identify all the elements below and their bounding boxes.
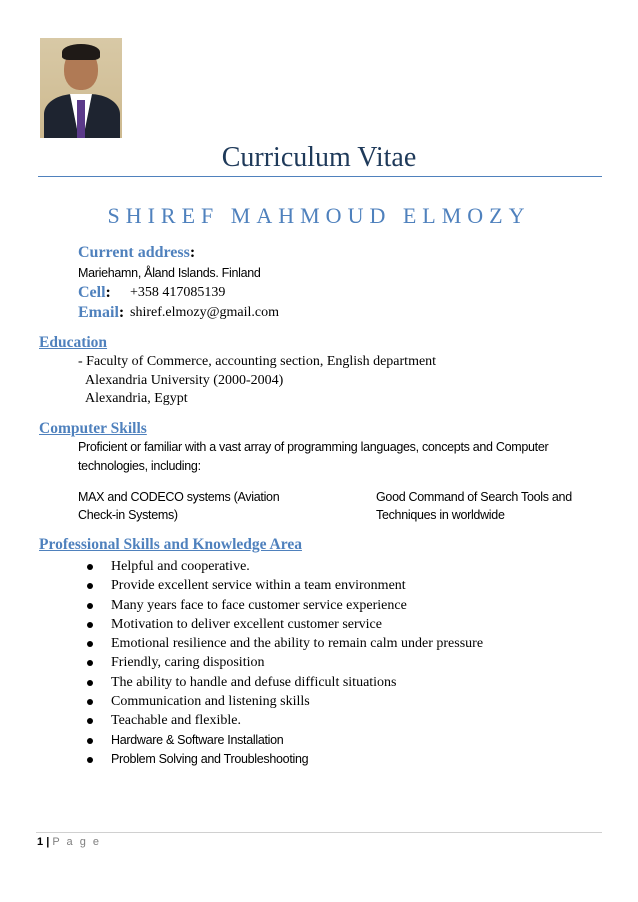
bullet-icon xyxy=(87,699,93,705)
list-item: Friendly, caring disposition xyxy=(84,653,483,672)
education-line: - Faculty of Commerce, accounting section, English department xyxy=(78,354,437,369)
list-item: Communication and listening skills xyxy=(84,692,483,711)
document-title: Curriculum Vitae xyxy=(221,142,417,173)
education-line: Alexandria University (2000-2004) xyxy=(85,373,284,388)
bullet-icon xyxy=(87,641,93,647)
profile-photo xyxy=(40,38,122,138)
cell-label: Cell xyxy=(78,284,106,301)
email-value[interactable]: shiref.elmozy@gmail.com xyxy=(130,305,279,320)
list-item: Emotional resilience and the ability to remain calm under pressure xyxy=(84,634,483,653)
bullet-icon xyxy=(87,718,93,724)
professional-skills-heading: Professional Skills and Knowledge Area xyxy=(39,536,302,553)
list-item: Teachable and flexible. xyxy=(84,711,483,730)
list-item: Problem Solving and Troubleshooting xyxy=(84,750,483,769)
list-item: The ability to handle and defuse difficult situations xyxy=(84,673,483,692)
email-label: Email xyxy=(78,304,119,321)
list-item: Helpful and cooperative. xyxy=(84,557,483,576)
bullet-icon xyxy=(87,660,93,666)
bullet-icon xyxy=(87,757,93,763)
page-number: 1 xyxy=(37,836,44,848)
computer-skills-heading: Computer Skills xyxy=(39,420,147,437)
candidate-name: SHIREF MAHMOUD ELMOZY xyxy=(107,203,531,228)
bullet-icon xyxy=(87,564,93,570)
page-footer xyxy=(37,836,101,848)
email-row: Email: xyxy=(78,304,125,321)
address-value: Mariehamn, Åland Islands. Finland xyxy=(78,266,261,280)
cell-row: Cell: xyxy=(78,284,111,301)
footer-divider xyxy=(36,832,602,833)
computer-skill-right: Good Command of Search Tools and xyxy=(376,490,572,504)
bullet-icon xyxy=(87,583,93,589)
address-label: Current address xyxy=(78,244,190,261)
professional-skills-list xyxy=(84,557,483,769)
list-item: Motivation to deliver excellent customer service xyxy=(84,615,483,634)
page-label: P a g e xyxy=(52,836,101,848)
computer-skill-right: Techniques in worldwide xyxy=(376,508,505,522)
footer-separator: | xyxy=(46,836,50,848)
list-item: Provide excellent service within a team environment xyxy=(84,576,483,595)
bullet-icon xyxy=(87,603,93,609)
computer-skill-left: Check-in Systems) xyxy=(78,508,178,522)
computer-skill-left: MAX and CODECO systems (Aviation xyxy=(78,490,280,504)
education-heading: Education xyxy=(39,334,108,351)
cell-value: +358 417085139 xyxy=(130,285,226,300)
computer-skills-intro: Proficient or familiar with a vast array of programming languages, concepts and Computer xyxy=(78,440,549,454)
bullet-icon xyxy=(87,738,93,744)
bullet-icon xyxy=(87,622,93,628)
bullet-icon xyxy=(87,680,93,686)
title-divider xyxy=(38,176,602,177)
computer-skills-intro: technologies, including: xyxy=(78,459,201,473)
education-line: Alexandria, Egypt xyxy=(85,391,188,406)
address-label-row: Current address: xyxy=(78,244,196,261)
list-item: Many years face to face customer service experience xyxy=(84,596,483,615)
list-item: Hardware & Software Installation xyxy=(84,731,483,750)
